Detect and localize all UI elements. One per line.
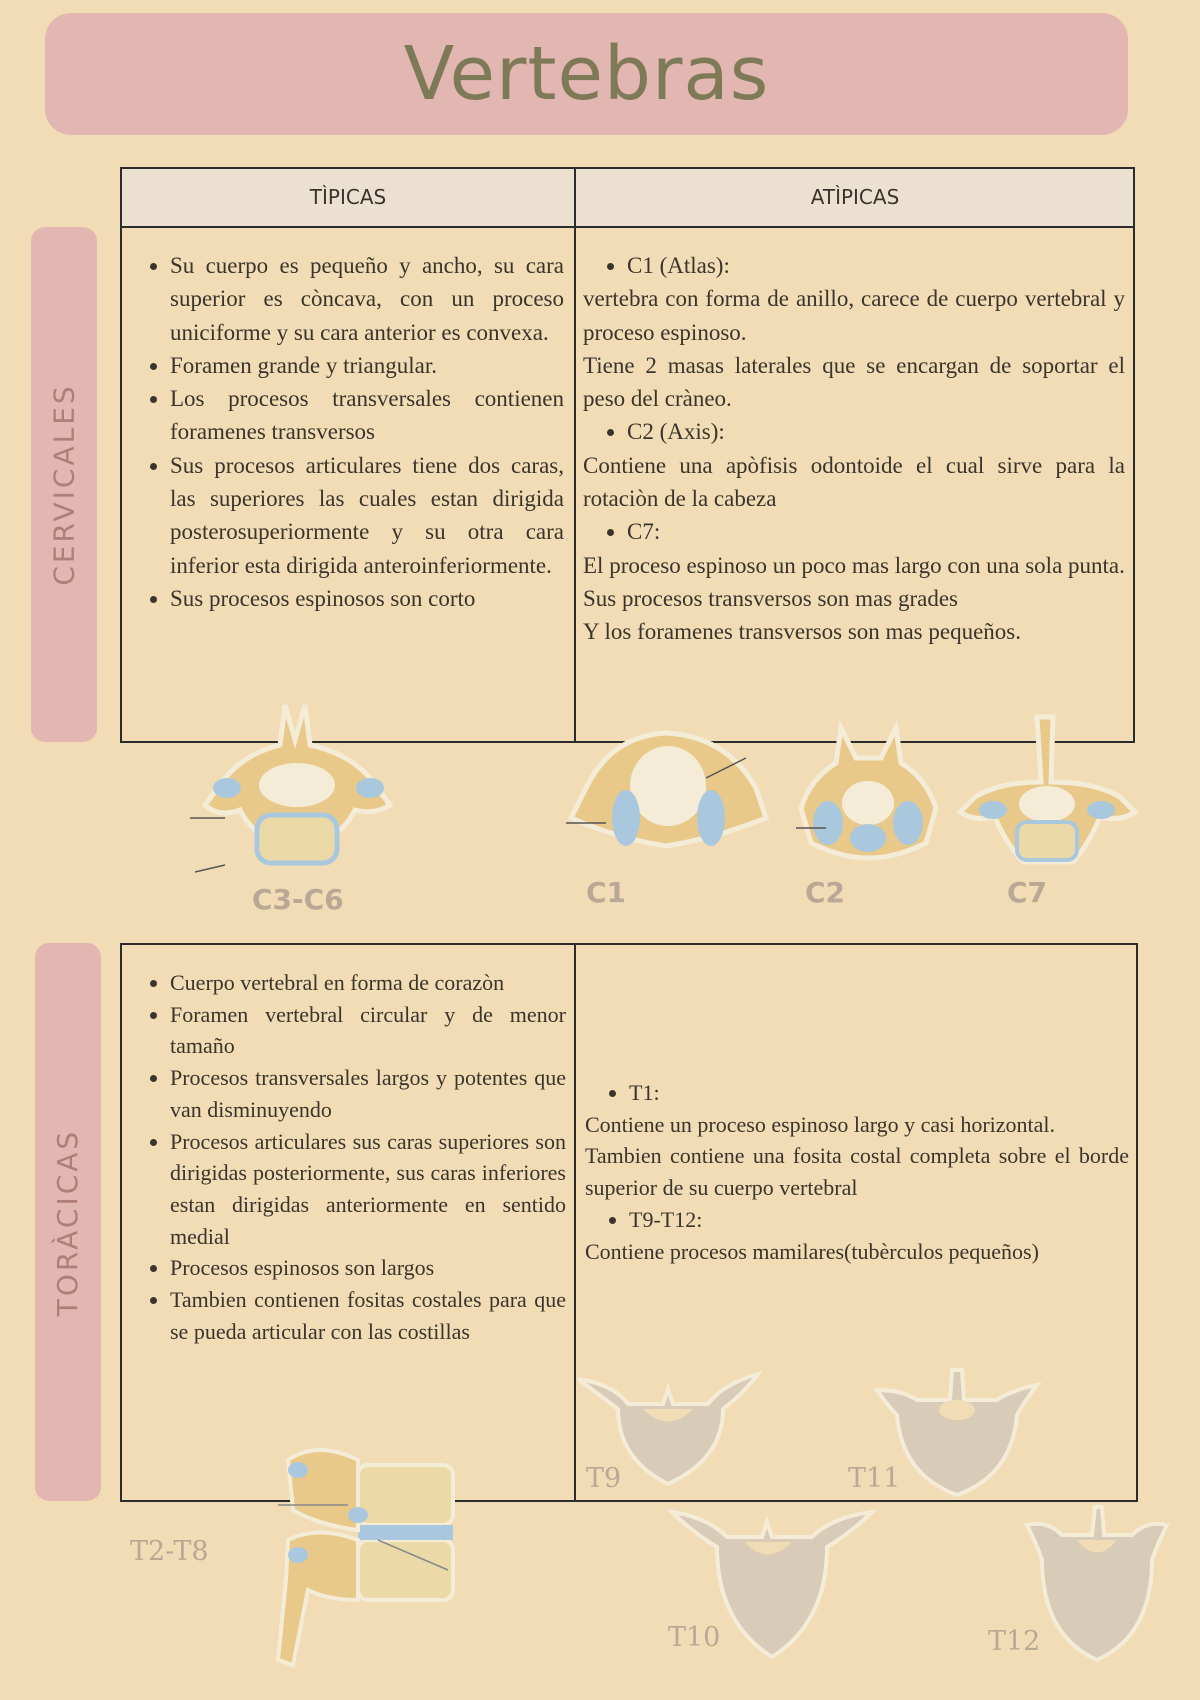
c1-text: vertebra con forma de anillo, carece de cuerpo vertebral y proceso espinoso. [583, 286, 1125, 345]
list-item: • Procesos espinosos son largos [170, 1252, 566, 1284]
list-item: • Sus procesos articulares tiene dos caras, las superiores las cuales estan dirigida posterosuperiormente y su otra cara inferior esta dirigida anteroinferiormente. [170, 449, 564, 582]
c7-text: Sus procesos transversos son mas grades [583, 585, 958, 611]
list-item: • Sus procesos espinosos son corto [170, 582, 564, 615]
vertebra-c2-illustration [796, 718, 941, 863]
t1-text: Tambien contiene una fosita costal completa sobre el borde superior de su cuerpo vertebral [585, 1143, 1129, 1201]
figure-label-c1: C1 [586, 876, 627, 909]
list-item: • Foramen grande y triangular. [170, 349, 564, 382]
vertebra-t12-illustration [1022, 1505, 1172, 1665]
cervical-typical-cell [122, 249, 564, 615]
vertebra-c3-c6-illustration [185, 700, 420, 880]
section-tab-thoracic [35, 943, 101, 1501]
figure-label-t9: T9 [586, 1463, 622, 1494]
vertebra-t2-t8-illustration [268, 1430, 468, 1670]
list-item: • Los procesos transversales contienen foramenes transversos [170, 382, 564, 449]
c7-text: Y los foramenes transversos son mas pequeños. [583, 619, 1021, 645]
figure-label-c7: C7 [1007, 876, 1048, 909]
list-item: • Tambien contienen fositas costales para que se pueda articular con las costillas [170, 1284, 566, 1347]
t9-t12-text: Contiene procesos mamilares(tubèrculos pequeños) [585, 1238, 1039, 1264]
list-item: • Su cuerpo es pequeño y ancho, su cara superior es còncava, con un proceso uniciforme y su cara anterior es convexa. [170, 249, 564, 349]
section-tab-cervical [31, 227, 97, 742]
c2-title: • C2 (Axis): [627, 415, 1125, 448]
c7-text: El proceso espinoso un poco mas largo con una sola punta. [583, 552, 1125, 578]
cervical-atypical-cell [583, 249, 1125, 649]
page-title: Vertebras [403, 31, 770, 117]
t1-title: • T1: [629, 1077, 1129, 1109]
vertebra-c1-illustration [566, 728, 771, 863]
title-banner [45, 13, 1128, 135]
t9-t12-title: • T9-T12: [629, 1204, 1129, 1236]
list-item: • Procesos articulares sus caras superiores son dirigidas posteriormente, sus caras inferiores estan dirigidas anteriormente en sentido medial [170, 1126, 566, 1253]
figure-label-t2-t8: T2-T8 [130, 1536, 209, 1567]
list-item: • Foramen vertebral circular y de menor tamaño [170, 999, 566, 1062]
vertebra-c7-illustration [955, 712, 1140, 867]
list-item: • Cuerpo vertebral en forma de corazòn [170, 967, 566, 999]
table-divider [574, 167, 576, 743]
header-typical: TÌPICAS [309, 185, 387, 209]
c7-title: • C7: [627, 515, 1125, 548]
figure-label-t11: T11 [848, 1463, 901, 1494]
thoracic-atypical-cell [585, 1077, 1129, 1267]
figure-label-t10: T10 [668, 1622, 721, 1653]
c1-text: Tiene 2 masas laterales que se encargan de soportar el peso del cràneo. [583, 352, 1125, 412]
figure-label-c3-c6: C3-C6 [252, 883, 344, 916]
figure-label-t12: T12 [988, 1626, 1041, 1657]
header-atypical: ATÌPICAS [810, 185, 900, 209]
section-label-thoracic: TORÀCICAS [51, 1128, 85, 1316]
section-label-cervical: CERVICALES [47, 383, 81, 586]
c1-title: • C1 (Atlas): [627, 249, 1125, 282]
t1-text: Contiene un proceso espinoso largo y casi horizontal. [585, 1111, 1056, 1137]
list-item: • Procesos transversales largos y potentes que van disminuyendo [170, 1062, 566, 1125]
table-divider [120, 226, 1135, 228]
figure-label-c2: C2 [805, 876, 846, 909]
thoracic-typical-cell [122, 967, 566, 1347]
c2-text: Contiene una apòfisis odontoide el cual sirve para la rotaciòn de la cabeza [583, 452, 1125, 512]
